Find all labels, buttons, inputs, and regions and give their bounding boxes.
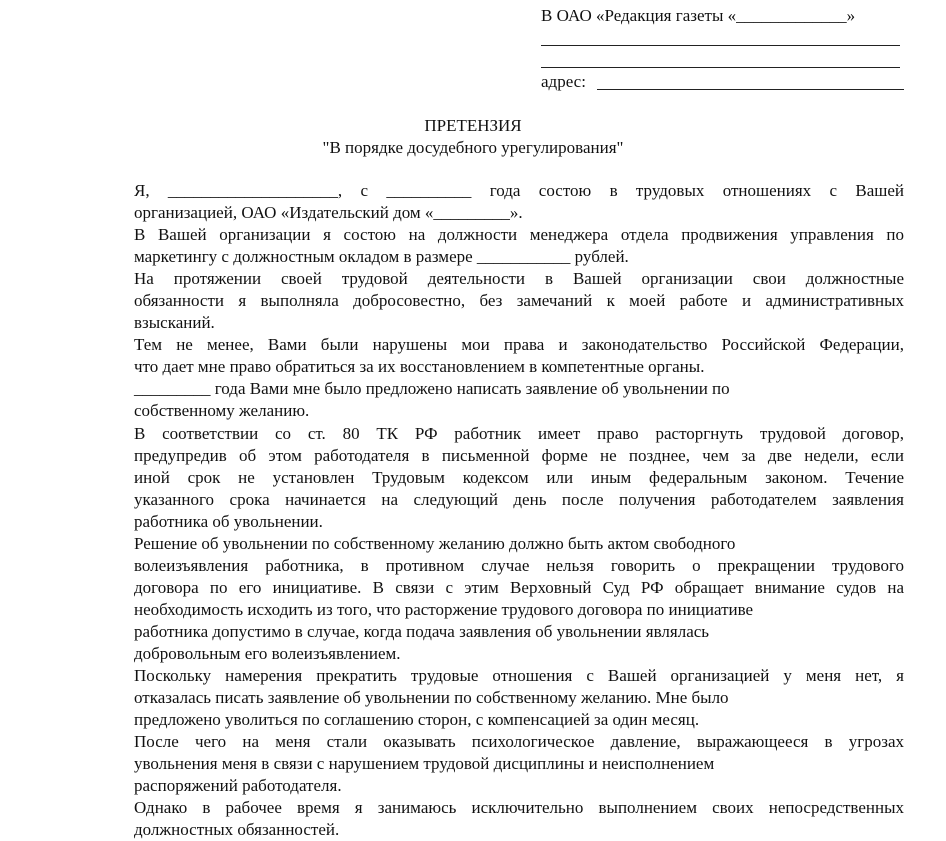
body-line: В Вашей организации я состою на должности менеджера отдела продвижения управления по — [134, 225, 904, 245]
body-line: добровольным его волеизъявлением. — [134, 643, 401, 663]
body-line: что дает мне право обратиться за их восстановлением в компетентные органы. — [134, 357, 705, 377]
body-line: увольнения меня в связи с нарушением трудовой дисциплины и неисполнением — [134, 754, 715, 774]
address-blank-line — [597, 89, 904, 90]
body-line: На протяжении своей трудовой деятельности в Вашей организации свои должностные — [134, 269, 904, 289]
body-line: иной срок не установлен Трудовым кодексом или иным федеральным законом. Течение — [134, 467, 904, 487]
address-label: адрес: — [541, 72, 586, 91]
body-line: распоряжений работодателя. — [134, 776, 342, 796]
body-line: необходимость исходить из того, что расторжение трудового договора по инициативе — [134, 599, 754, 619]
body-line: Решение об увольнении по собственному желанию должно быть актом свободного — [134, 533, 736, 553]
body-line: собственному желанию. — [134, 401, 310, 421]
body-line: работника об увольнении. — [134, 511, 323, 531]
document-body — [134, 180, 904, 841]
body-line: взысканий. — [134, 313, 215, 333]
body-line: После чего на меня стали оказывать психологическое давление, выражающееся в угрозах — [134, 732, 904, 752]
body-line: обязанности я выполняла добросовестно, без замечаний к моей работе и административных — [134, 291, 904, 311]
body-line: Однако в рабочее время я занимаюсь исключительно выполнением своих непосредственных — [134, 798, 904, 818]
body-line: Я, ____________________, с __________ года состою в трудовых отношениях с Вашей — [134, 181, 904, 200]
document-heading: ПРЕТЕНЗИЯ — [424, 116, 522, 135]
body-line: договора по его инициативе. В связи с этим Верховный Суд РФ обращает внимание судов на — [134, 577, 904, 597]
body-line: предупредив об этом работодателя в письменной форме не позднее, чем за две недели, если — [134, 445, 904, 465]
body-line: В соответствии со ст. 80 ТК РФ работник имеет право расторгнуть трудовой договор, — [134, 423, 904, 443]
body-line: Тем не менее, Вами были нарушены мои права и законодательство Российской Федерации, — [134, 335, 904, 355]
body-line: должностных обязанностей. — [134, 820, 340, 840]
addressee-blank-line-1 — [541, 45, 900, 46]
body-line: предложено уволиться по соглашению сторон, с компенсацией за один месяц. — [134, 710, 700, 730]
body-line: Поскольку намерения прекратить трудовые отношения с Вашей организацией у меня нет, я — [134, 666, 904, 686]
body-line: _________ года Вами мне было предложено написать заявление об увольнении по — [134, 379, 730, 399]
addressee-blank-line-2 — [541, 67, 900, 68]
document-subheading: "В порядке досудебного урегулирования" — [322, 138, 624, 157]
body-line: организацией, ОАО «Издательский дом «_________». — [134, 203, 523, 223]
body-line: волеизъявления работника, в противном случае нельзя говорить о прекращении трудового — [134, 555, 904, 575]
addressee-to-line: В ОАО «Редакция газеты «_____________» — [541, 6, 856, 25]
body-line: работника допустимо в случае, когда подача заявления об увольнении являлась — [134, 621, 710, 641]
body-line: отказалась писать заявление об увольнении по собственному желанию. Мне было — [134, 688, 729, 708]
body-line: маркетингу с должностным окладом в размере ___________ рублей. — [134, 247, 629, 267]
body-line: указанного срока начинается на следующий день после получения работодателем заявления — [134, 489, 904, 509]
